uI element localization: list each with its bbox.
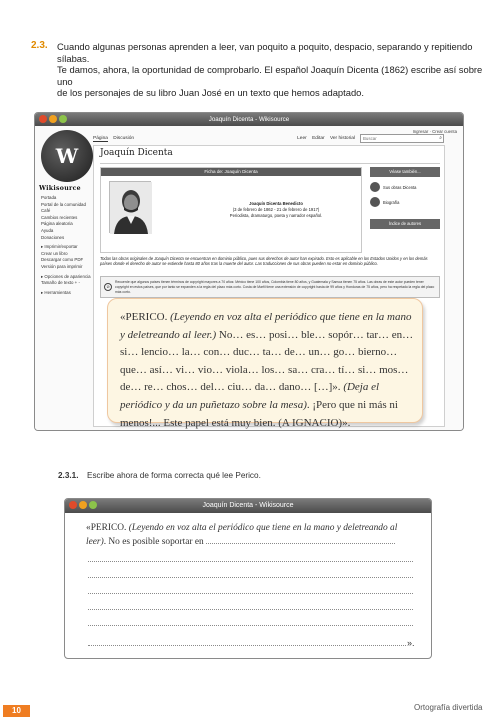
intro-line: Te damos, ahora, la oportunidad de comprobarlo. El español Joaquín Dicenta (1862) escribe así sobre uno [57,64,483,87]
author-portrait [109,181,151,233]
tab-page[interactable]: Página [93,136,108,141]
related-links [370,167,440,229]
sidebar-section[interactable]: ▸ Herramientas [41,289,71,295]
tab-history[interactable]: Ver historial [329,136,355,141]
wikipedia-icon [370,182,380,192]
exercise-intro [57,41,497,99]
see-also-button[interactable]: Véase también... [370,167,440,177]
related-link-label: Sus obras Dicenta [383,184,417,190]
related-link[interactable] [370,197,440,207]
tab-read[interactable]: Leer [297,136,307,141]
portrait-image [110,182,152,234]
window-title: Joaquín Dicenta - Wikisource [202,502,294,509]
answer-speaker: «PERICO. [86,523,129,533]
quote-speaker: «PERICO. [120,311,171,323]
sidebar-item[interactable]: Portal de la comunidad [41,201,86,207]
close-window-icon[interactable] [39,115,47,123]
window-titlebar [65,499,431,513]
copyright-text: Recuerde que algunos países tienen términos de copyright mayores a 70 años: México tiene 100 años, Colombia tiene 80 años, y Guatemala y Samoa tienen 75 años. Las obras de este autor pueden tener copyright en estos países, que por tanto se expanden a la regla del plazo más corto. Costa de Marfil tiene una extensión de copyright hasta de 99 años y Honduras de 75 años, pero ha respetado la regla del plazo más corto. [115,280,435,294]
author-index-button[interactable]: Índice de autores [370,219,440,229]
intro-line: Cuando algunas personas aprenden a leer, van poquito a poquito, despacio, separando y repitiendo sílabas. [57,41,473,64]
window-title: Joaquín Dicenta - Wikisource [208,116,290,123]
public-domain-notice: Todas las obras originales de Joaquín Dicenta se encuentran en dominio público, pues sus derechos de autor han expirado. Esto es aplicable en los Estados Unidos y en los demás países donde el derecho de autor se extiende hasta 80 años tras la muerte del autor. Las traducciones de sus obras pueden no estar en dominio público. [100,256,428,267]
sidebar-item[interactable]: Tamaño de texto + - [41,280,80,286]
search-icon[interactable]: ⌕ [439,135,442,141]
tab-discussion[interactable]: Discusión [113,136,135,141]
answer-prompt [86,521,416,549]
answer-line[interactable] [88,609,413,610]
quote-box [107,298,423,429]
sidebar-item[interactable]: Descargar como PDF [41,257,84,263]
answer-stage-direction: (Leyendo en voz alta el periódico que tiene en la mano y deletreando al leer) [86,523,398,548]
page-title: Joaquín Dicenta [100,148,173,158]
author-card-header: Ficha de: Joaquín Dicenta [101,168,361,176]
answer-line[interactable] [88,593,413,594]
author-name: Joaquín Dicenta Benedicto [249,201,303,206]
sidebar-item[interactable]: Portada [41,195,57,200]
answer-blank[interactable] [206,535,395,544]
subexercise-number: 2.3.1. [58,471,79,480]
author-card [100,167,362,253]
quote-speech: No… es… posi… ble… sopór… tar… en… si… lencio… la… con… duc… ta… de… un… go… bierno… que… así… vi… vio… viola… los… sa… cra… tí… si… mos… de… re… chos… del… ciu… da… dano… […]». [120,328,414,394]
public-domain-icon: ⊘ [104,283,112,291]
sidebar-item[interactable]: Versión para imprimir [41,263,83,269]
section-title: Ortografía divertida [414,703,483,712]
maximize-window-icon[interactable] [59,115,67,123]
author-dates: (3 de febrero de 1862 - 21 de febrero de 1917) [232,206,320,212]
page-number: 10 [3,705,30,717]
sidebar-item[interactable]: Donaciones [41,234,65,240]
close-window-icon[interactable] [69,501,77,509]
sidebar-item[interactable]: Ayuda [41,227,54,233]
sidebar-section[interactable]: ▸ Imprimir/exportar [41,244,78,250]
wikiquote-icon [370,197,380,207]
author-bio [201,201,351,218]
quote-stage-direction: (Deja el periódico y da un puñetazo sobre la mesa) [120,381,380,411]
sidebar-item[interactable]: Página aleatoria [41,221,73,227]
answer-line[interactable] [88,645,406,646]
search-input[interactable]: Buscar [360,134,444,143]
related-link[interactable] [370,182,440,192]
sidebar-item[interactable]: Cambios recientes [41,214,78,220]
maximize-window-icon[interactable] [89,501,97,509]
answer-window [64,498,432,659]
answer-end-mark: ». [407,638,415,648]
window-controls [69,501,97,509]
view-tabs [293,136,355,141]
window-controls [39,115,67,123]
quote-stage-direction: (Leyendo en voz alta el periódico que tiene en la mano y deletreando al leer.) [120,311,412,341]
intro-line: de los personajes de su libro Juan José en un texto que hemos adaptado. [57,87,364,99]
sidebar-section[interactable]: ▸ Opciones de apariencia [41,273,91,279]
window-titlebar [35,113,463,126]
wikisource-logo-icon[interactable]: W [41,130,93,182]
sidebar-item[interactable]: Café [41,208,51,214]
answer-line[interactable] [88,577,413,578]
subexercise-instruction: Escribe ahora de forma correcta qué lee Perico. [87,471,261,480]
exercise-number: 2.3. [31,40,48,51]
author-role: Periodista, dramaturgo, poeta y narrador español. [229,212,323,218]
minimize-window-icon[interactable] [79,501,87,509]
quote-speech-end: . ¡Pero que ni más ni menos!... Este papel está muy bien. (A IGNACIO)». [120,398,398,429]
answer-start: . No es posible soportar en [103,537,204,548]
copyright-box [100,276,440,298]
related-link-label: Biografía [383,199,400,205]
answer-line[interactable] [88,625,413,626]
title-divider [100,163,440,164]
logo-wordmark: Wikisource [39,185,81,192]
user-links[interactable]: Ingresar · Crear cuenta [412,129,457,134]
answer-line[interactable] [88,561,413,562]
minimize-window-icon[interactable] [49,115,57,123]
sidebar-item[interactable]: Crear un libro [41,250,68,256]
page-tabs [93,136,138,141]
tab-edit[interactable]: Editar [312,136,325,141]
